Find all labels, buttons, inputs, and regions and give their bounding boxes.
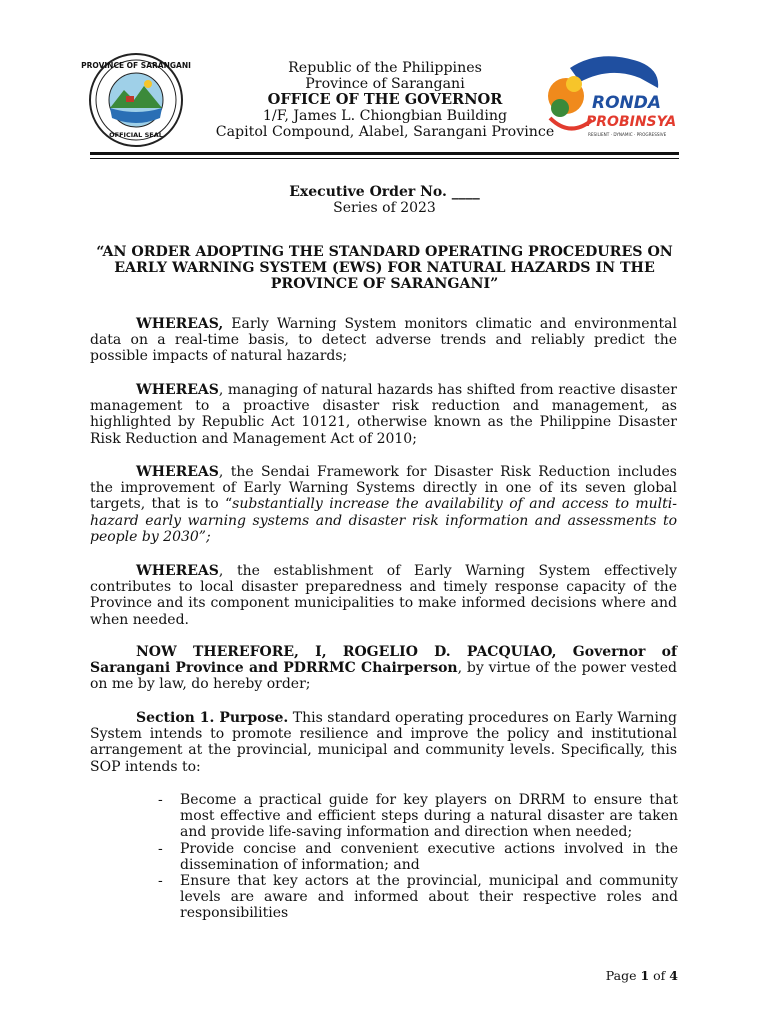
list-item — [158, 873, 678, 922]
list-item — [158, 792, 678, 841]
page-of: of — [649, 968, 670, 983]
letterhead-building: 1/F, James L. Chiongbian Building — [262, 108, 508, 124]
page-number — [606, 968, 678, 983]
whereas-paragraph-4 — [90, 563, 677, 628]
now-therefore-lead: NOW THEREFORE, I, ROGELIO D. PACQUIAO, Governor of Sarangani Province and PDRRMC Chairperson — [90, 644, 677, 677]
now-therefore-paragraph — [90, 644, 677, 693]
whereas-text: , the establishment of Early Warning System effectively contributes to local disaster preparedness and timely response capacity of the Province and its component municipalities to make informed decisions where and when needed. — [90, 563, 677, 628]
whereas-paragraph-2 — [90, 382, 677, 447]
whereas-text: , managing of natural hazards has shifted from reactive disaster management to a proactive disaster risk reduction and management, as highlighted by Republic Act 10121, otherwise known as the Philippine Disaster Risk Reduction and Management Act of 2010; — [90, 382, 677, 447]
whereas-lead: WHEREAS — [136, 563, 219, 579]
executive-order-number: Executive Order No. ____ — [289, 184, 480, 200]
page-current: 1 — [640, 968, 650, 983]
section-1-text: This standard operating procedures on Early Warning System intends to promote resilience and improve the policy and institutional arrangement at the provincial, municipal and community levels. Specifically, this SOP intends to: — [90, 710, 677, 775]
letterhead-address: Capitol Compound, Alabel, Sarangani Province — [215, 124, 555, 140]
letterhead — [180, 60, 590, 140]
whereas-paragraph-3 — [90, 464, 677, 545]
list-item-text: Provide concise and convenient executive actions involved in the dissemination of information; and — [180, 840, 678, 873]
section-1-heading: Section 1. Purpose. — [136, 710, 289, 726]
seal-bottom-text: OFFICIAL SEAL — [109, 131, 163, 139]
whereas-lead: WHEREAS, — [136, 316, 224, 332]
logo-tagline: RESILIENT · DYNAMIC · PROGRESSIVE — [588, 132, 667, 137]
purpose-list — [158, 792, 678, 922]
logo-ronda-text: RONDA — [592, 93, 662, 113]
seal-top-text: PROVINCE OF SARANGANI — [81, 61, 191, 70]
list-item-text: Ensure that key actors at the provincial, municipal and community levels are aware and informed about their respective roles and responsibilities — [180, 873, 678, 922]
ronda-probinsya-logo-icon — [540, 48, 690, 144]
executive-order-series: Series of 2023 — [333, 200, 436, 216]
list-item-text: Become a practical guide for key players on DRRM to ensure that most effective and efficient steps during a natural disaster are taken and provide life-saving information and direction when needed; — [180, 792, 678, 841]
executive-order-heading — [90, 184, 679, 216]
page-label: Page — [605, 968, 641, 983]
order-main-title: “AN ORDER ADOPTING THE STANDARD OPERATING PROCEDURES ON EARLY WARNING SYSTEM (EWS) FOR NATURAL HAZARDS IN THE PROVINCE OF SARANGANI” — [96, 244, 673, 292]
list-dash: - — [158, 873, 163, 890]
logo-probinsya-text: PROBINSYA — [586, 114, 677, 130]
list-item — [158, 841, 678, 873]
letterhead-republic: Republic of the Philippines — [288, 60, 482, 76]
provincial-seal-icon — [81, 52, 191, 148]
letterhead-office: OFFICE OF THE GOVERNOR — [267, 91, 503, 108]
now-therefore-text: , by virtue of the power vested on me by law, do hereby order; — [90, 660, 678, 693]
page-total: 4 — [669, 968, 678, 983]
whereas-text: Early Warning System monitors climatic and environmental data on a real-time basis, to detect adverse trends and reliably predict the possible impacts of natural hazards; — [90, 316, 677, 365]
whereas-lead: WHEREAS — [136, 464, 219, 480]
section-1-paragraph — [90, 710, 677, 775]
whereas-lead: WHEREAS — [136, 382, 219, 398]
sendai-quote: substantially increase the availability of and access to multi-hazard early warning systems and disaster risk information and assessments to people by 2030”; — [90, 496, 677, 545]
letterhead-province: Province of Sarangani — [305, 76, 465, 92]
header-rule-thick — [90, 152, 679, 155]
list-dash: - — [158, 792, 163, 808]
whereas-paragraph-1 — [90, 316, 677, 365]
header-rule-thin — [90, 158, 679, 159]
list-dash: - — [158, 840, 163, 857]
whereas-text: , the Sendai Framework for Disaster Risk Reduction includes the improvement of Early Warning Systems directly in one of its seven global targets, that is to “ — [90, 464, 677, 513]
